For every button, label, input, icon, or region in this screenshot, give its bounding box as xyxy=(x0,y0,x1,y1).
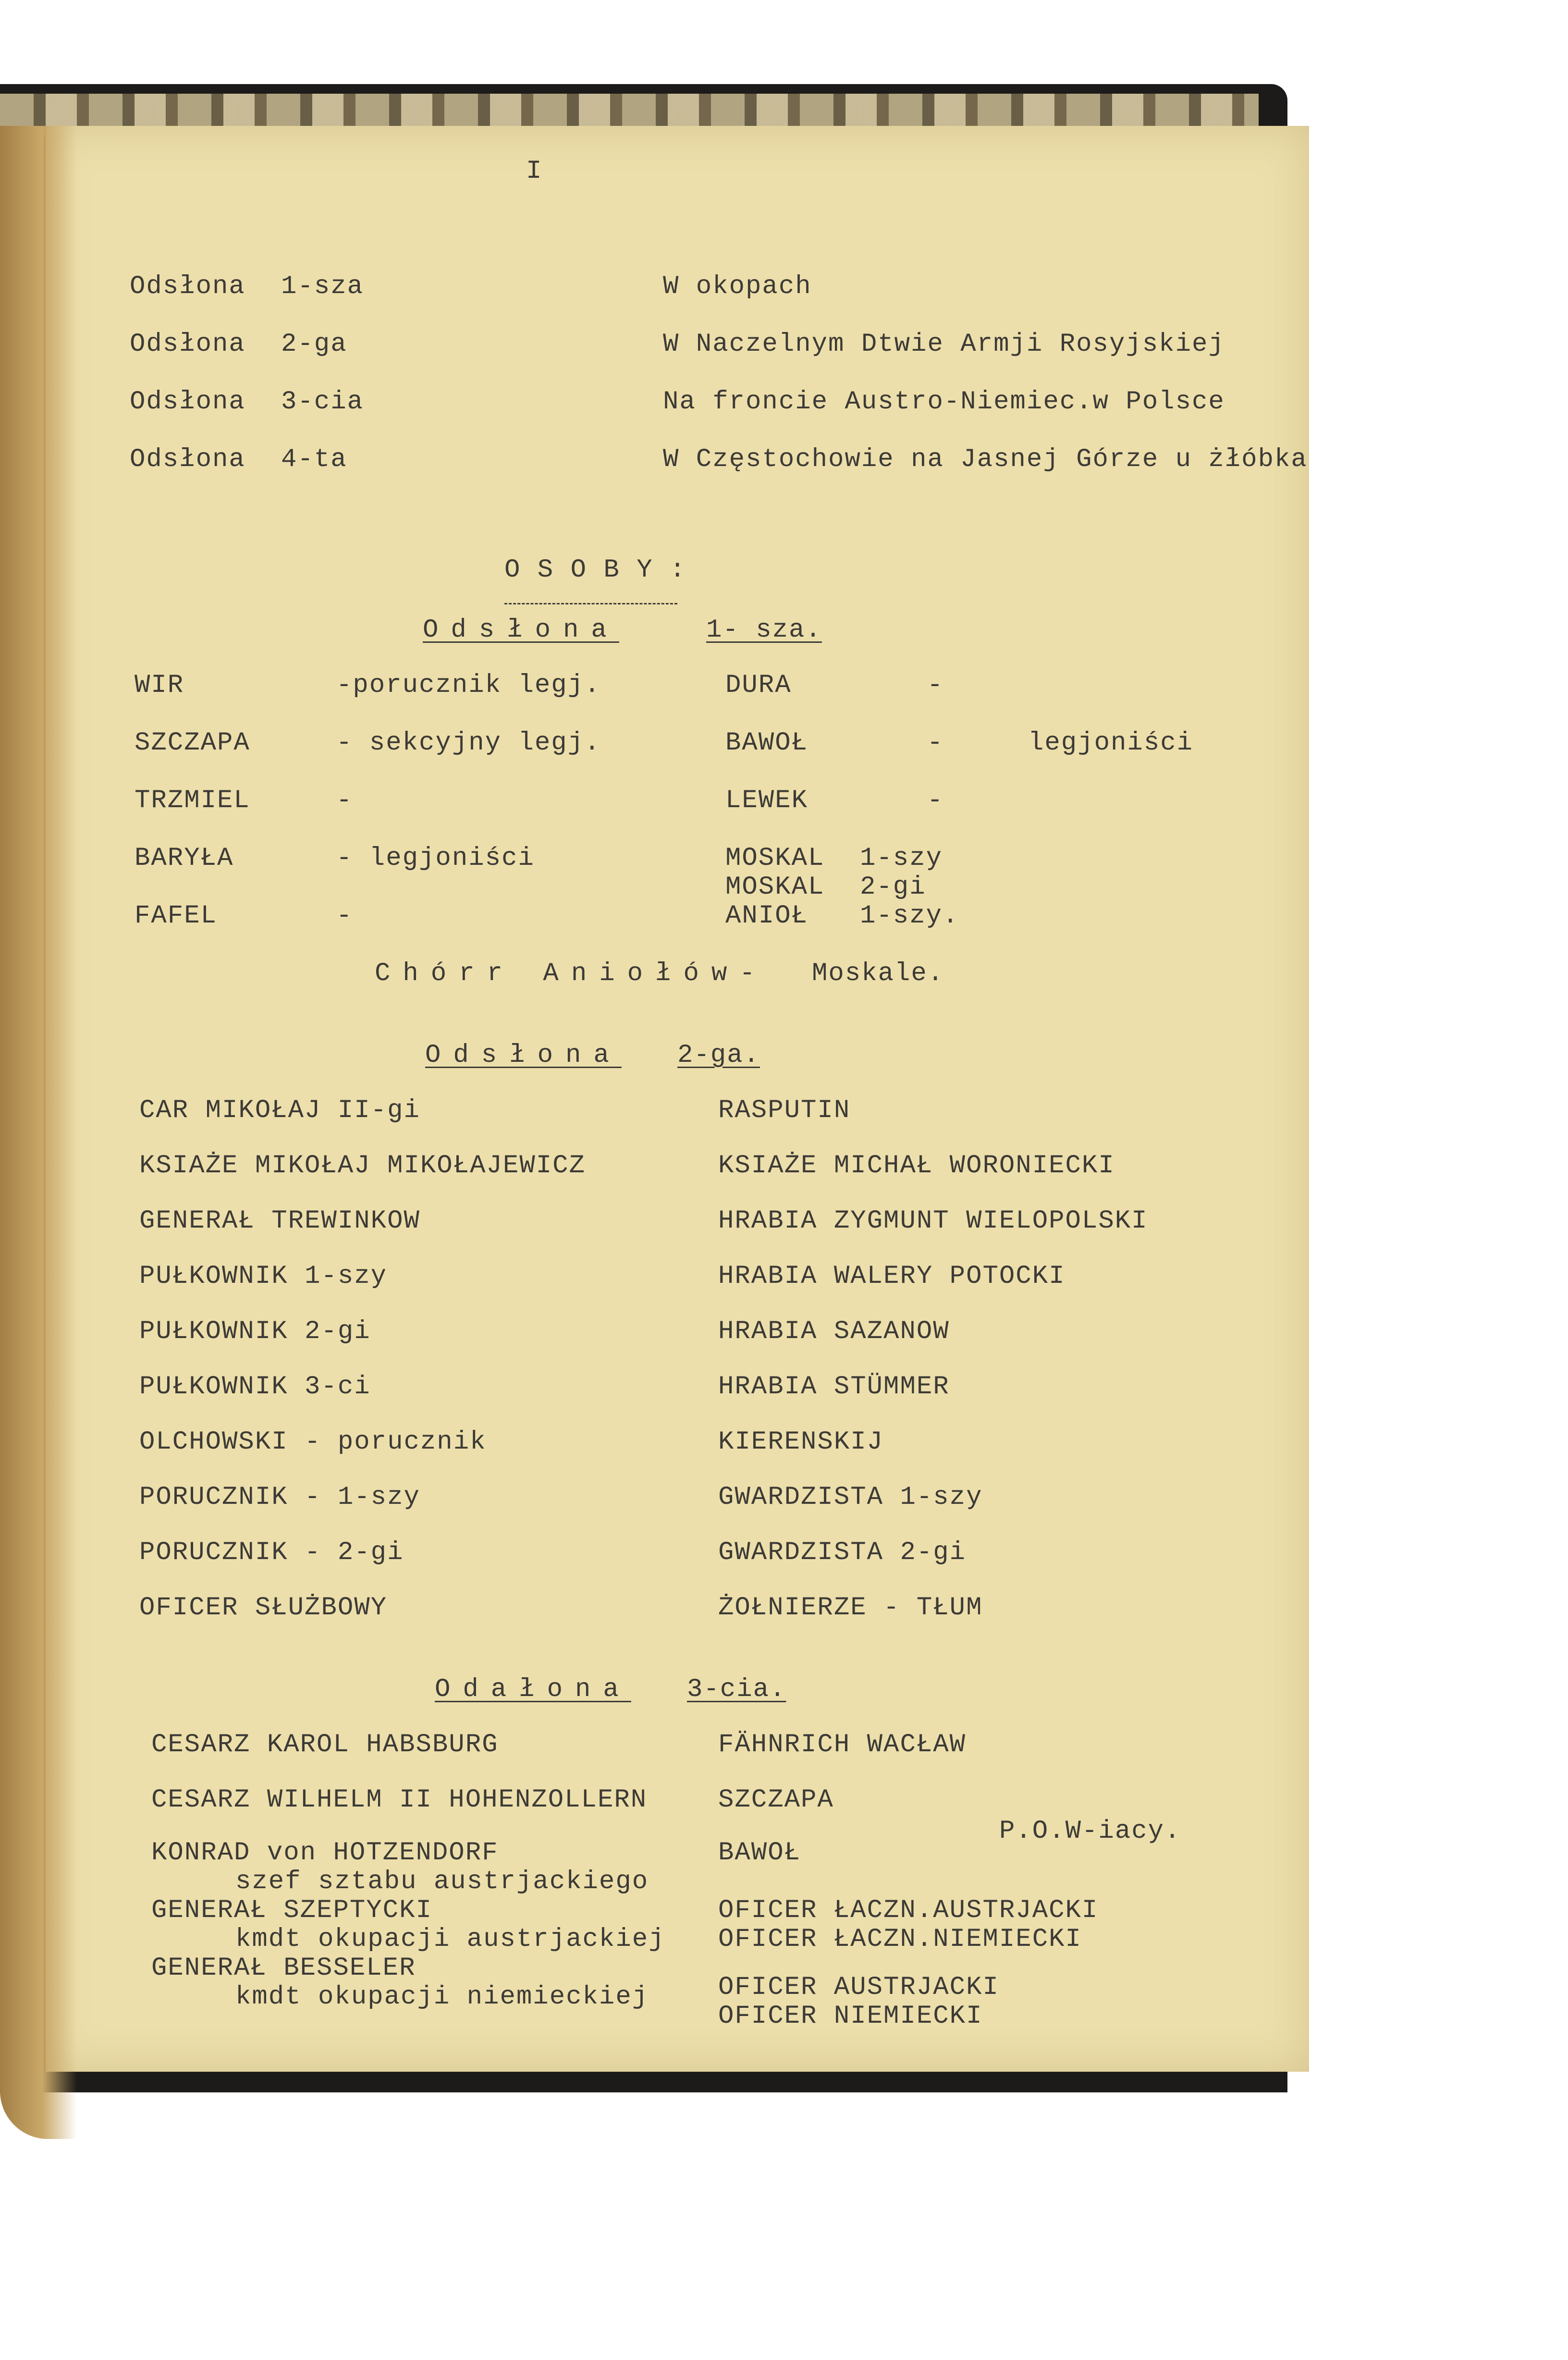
scene-number: 3-cia xyxy=(281,387,364,417)
scene-1-heading-number: 1- sza. xyxy=(706,615,822,645)
cast-entry: HRABIA ZYGMUNT WIELOPOLSKI xyxy=(718,1206,1148,1236)
cast-name: MOSKAL xyxy=(725,844,825,873)
cast-name: FAFEL xyxy=(135,901,218,931)
cast-name: TRZMIEL xyxy=(135,786,250,815)
cast-name: LEWEK xyxy=(725,786,808,815)
cast-name: ANIOŁ xyxy=(725,901,808,931)
cast-entry: OFICER SŁUŻBOWY xyxy=(139,1593,388,1622)
cast-role: 1-szy. xyxy=(860,901,959,931)
group-note: legjoniści xyxy=(1028,728,1194,758)
cast-entry: HRABIA SAZANOW xyxy=(718,1317,950,1346)
cast-entry: ŻOŁNIERZE - TŁUM xyxy=(718,1593,983,1622)
scene-1-heading: Odsłona xyxy=(423,615,619,645)
cast-role: - xyxy=(927,786,944,815)
scene-2-heading-number: 2-ga. xyxy=(677,1041,760,1070)
cast-note: kmdt okupacji austrjackiej xyxy=(235,1925,665,1954)
cast-entry: KSIAŻE MICHAŁ WORONIECKI xyxy=(718,1151,1115,1180)
cast-entry: CESARZ KAROL HABSBURG xyxy=(151,1730,499,1759)
cast-entry: OFICER ŁACZN.AUSTRJACKI xyxy=(718,1896,1099,1925)
cast-name: SZCZAPA xyxy=(135,728,250,758)
page-number: I xyxy=(526,157,543,186)
cast-note: szef sztabu austrjackiego xyxy=(235,1867,649,1896)
scene-label: Odsłona xyxy=(130,330,245,359)
cast-entry: GENERAŁ TREWINKOW xyxy=(139,1206,420,1236)
cast-entry: OLCHOWSKI - porucznik xyxy=(139,1427,487,1457)
cast-entry: GWARDZISTA 2-gi xyxy=(718,1538,967,1567)
scene-label: Odsłona xyxy=(130,272,245,301)
scene-place: W Częstochowie na Jasnej Górze u żłóbka xyxy=(663,445,1308,474)
cast-entry: RASPUTIN xyxy=(718,1096,851,1125)
scene-label: Odsłona xyxy=(130,387,245,417)
cast-role: - legjoniści xyxy=(336,844,535,873)
cast-role: - sekcyjny legj. xyxy=(336,728,601,758)
scene-place: W Naczelnym Dtwie Armji Rosyjskiej xyxy=(663,330,1225,359)
cast-name: BARYŁA xyxy=(135,844,234,873)
cast-role: - xyxy=(927,728,944,758)
scene-2-heading: Odsłona xyxy=(425,1041,622,1070)
scene-number: 1-sza xyxy=(281,272,364,301)
cast-role: -porucznik legj. xyxy=(336,671,601,700)
scene-place: Na froncie Austro-Niemiec.w Polsce xyxy=(663,387,1225,417)
cast-role: - xyxy=(336,901,353,931)
scene-label: Odsłona xyxy=(130,445,245,474)
cast-entry: KIERENSKIJ xyxy=(718,1427,884,1457)
cast-role: - xyxy=(927,671,944,700)
cast-entry: BAWOŁ xyxy=(718,1838,801,1868)
cast-entry: OFICER ŁACZN.NIEMIECKI xyxy=(718,1925,1082,1954)
cast-name: WIR xyxy=(135,671,184,700)
cast-role: 1-szy xyxy=(860,844,943,873)
cast-note: kmdt okupacji niemieckiej xyxy=(235,1982,649,2012)
cast-entry: CAR MIKOŁAJ II-gi xyxy=(139,1096,420,1125)
cast-entry: GENERAŁ BESSELER xyxy=(151,1954,416,1983)
cast-entry: PORUCZNIK - 1-szy xyxy=(139,1483,420,1512)
scene-number: 2-ga xyxy=(281,330,347,359)
choir-line: Chórr Aniołów- xyxy=(375,959,768,988)
cast-entry: HRABIA WALERY POTOCKI xyxy=(718,1262,1066,1291)
cast-name: MOSKAL xyxy=(725,873,825,902)
cast-entry: PUŁKOWNIK 1-szy xyxy=(139,1262,388,1291)
group-note: P.O.W-iacy. xyxy=(999,1817,1181,1846)
cast-entry: CESARZ WILHELM II HOHENZOLLERN xyxy=(151,1785,648,1815)
cast-entry: KSIAŻE MIKOŁAJ MIKOŁAJEWICZ xyxy=(139,1151,586,1180)
scene-number: 4-ta xyxy=(281,445,347,474)
cast-entry: PUŁKOWNIK 3-ci xyxy=(139,1372,371,1401)
cast-entry: FÄHNRICH WACŁAW xyxy=(718,1730,967,1759)
cast-entry: PORUCZNIK - 2-gi xyxy=(139,1538,404,1567)
cast-entry: OFICER NIEMIECKI xyxy=(718,2002,983,2031)
choir-line-rest: Moskale. xyxy=(812,959,944,988)
cast-entry: GWARDZISTA 1-szy xyxy=(718,1483,983,1512)
cast-entry: HRABIA STÜMMER xyxy=(718,1372,950,1401)
cast-role: 2-gi xyxy=(860,873,926,902)
scene-place: W okopach xyxy=(663,272,812,301)
page-curl-shadow xyxy=(0,126,77,2139)
heading-dashes xyxy=(504,603,677,604)
scene-3-heading: Odałona xyxy=(435,1675,631,1704)
cast-name: DURA xyxy=(725,671,792,700)
cast-entry: PUŁKOWNIK 2-gi xyxy=(139,1317,371,1346)
cast-entry: SZCZAPA xyxy=(718,1785,834,1815)
cast-name: BAWOŁ xyxy=(725,728,808,758)
cast-entry: GENERAŁ SZEPTYCKI xyxy=(151,1896,432,1925)
scene-3-heading-number: 3-cia. xyxy=(687,1675,786,1704)
cast-entry: KONRAD von HOTZENDORF xyxy=(151,1838,499,1868)
cast-role: - xyxy=(336,786,353,815)
cast-entry: OFICER AUSTRJACKI xyxy=(718,1973,999,2002)
persons-heading: O S O B Y : xyxy=(504,555,686,585)
